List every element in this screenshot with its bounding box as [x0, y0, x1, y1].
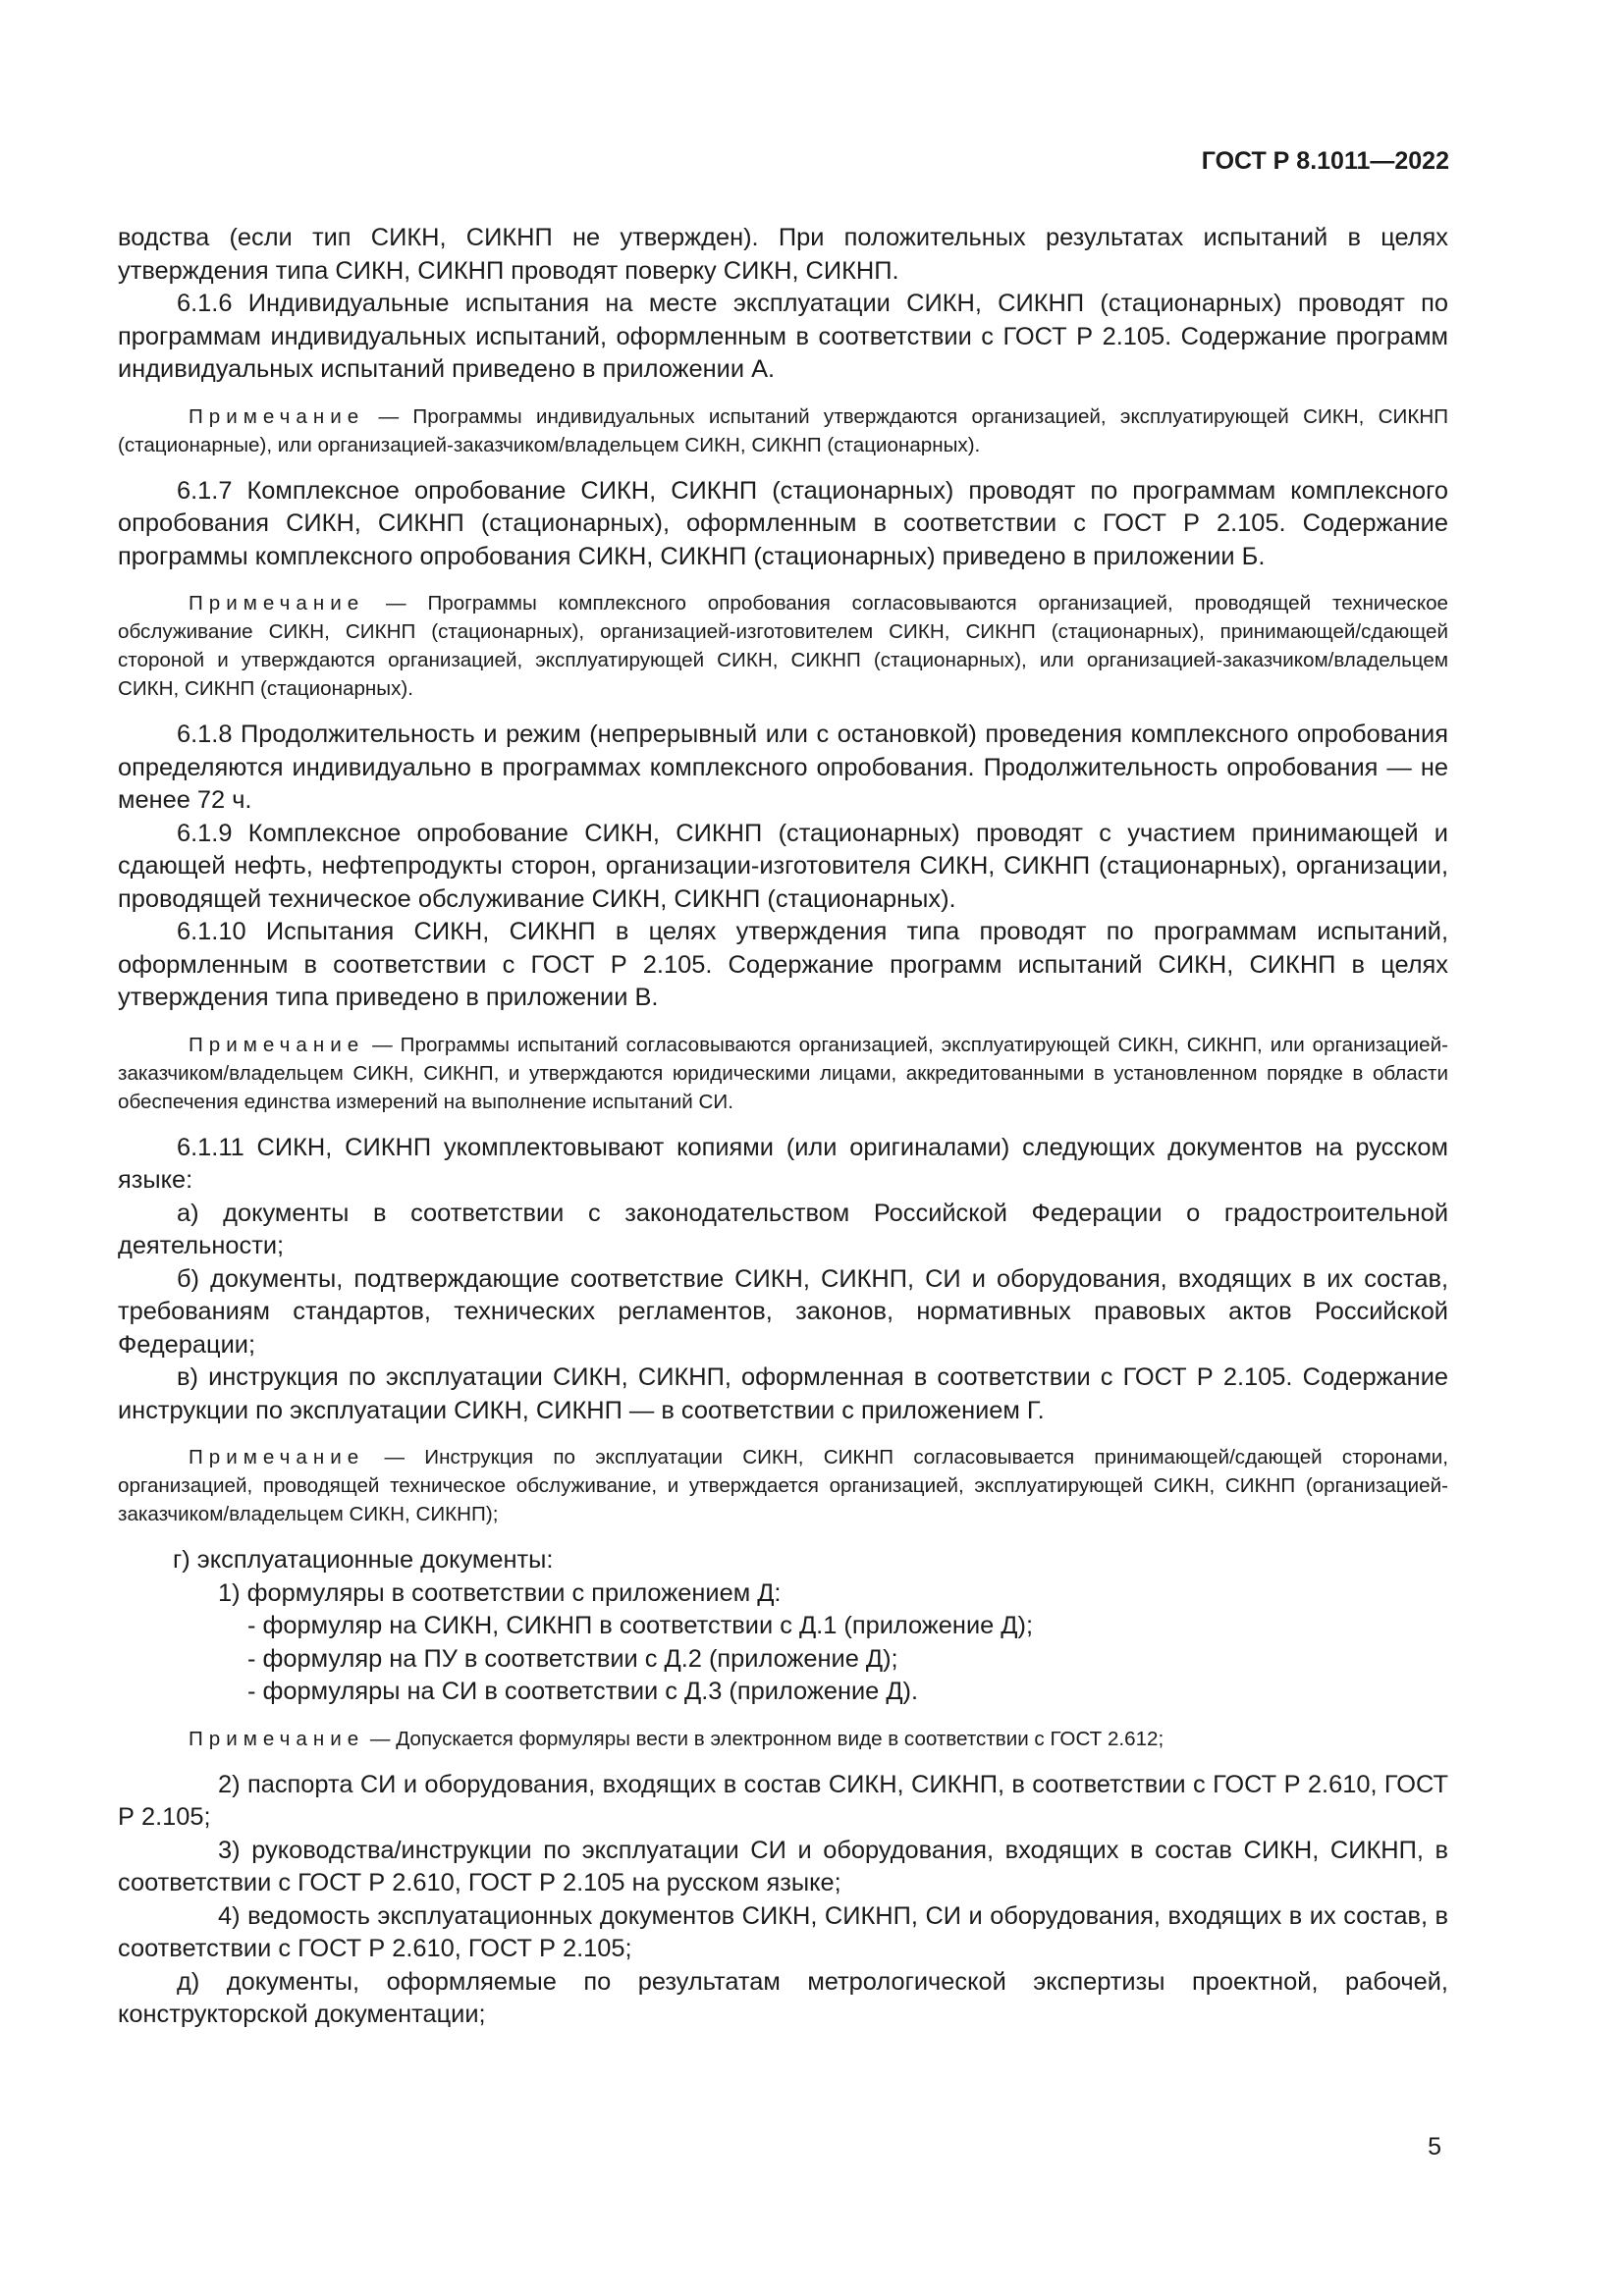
note-text: — Программы испытаний согласовываются организацией, эксплуатирующей СИКН, СИКНП, или организацией-заказчиком/владельцем СИКН, СИКНП, и утверждаются юридическими лицами, аккредитованными в установленном порядке в области обеспечения единства измерений на выполнение испытаний СИ. [118, 1033, 1448, 1113]
item-g-4: 4) ведомость эксплуатационных документов СИКН, СИКНП, СИ и оборудования, входящих в их состав, в соответствии с ГОСТ Р 2.610, ГОСТ Р 2.105; [118, 1901, 1448, 1962]
clause-6-1-11: 6.1.11 СИКН, СИКНП укомплектовывают копиями (или оригиналами) следующих документов на русском языке: [118, 1133, 1448, 1194]
item-g-1: 1) формуляры в соответствии с приложением Д: [218, 1578, 782, 1607]
clause-6-1-6: 6.1.6 Индивидуальные испытания на месте эксплуатации СИКН, СИКНП (стационарных) проводят по программам индивидуальных испытаний, оформленным в соответствии с ГОСТ Р 2.105. Содержание программ индивидуальных испытаний приведено в приложении А. [118, 290, 1448, 383]
clause-6-1-7: 6.1.7 Комплексное опробование СИКН, СИКНП (стационарных) проводят по программам комплексного опробования СИКН, СИКНП (стационарных), оформленным в соответствии с ГОСТ Р 2.105. Содержание программы комплексного опробования СИКН, СИКНП (стационарных) приведено в приложении Б. [118, 476, 1448, 570]
note-text: — Программы комплексного опробования согласовываются организацией, проводящей техническое обслуживание СИКН, СИКНП (стационарных), организацией-изготовителем СИКН, СИКНП (стационарных), принимающей/сдающей стороной и утверждаются организацией, эксплуатирующей СИКН, СИКНП (стационарных), или организацией-заказчиком/владельцем СИКН, СИКНП (стационарных). [118, 592, 1448, 700]
item-a: а) документы в соответствии с законодательством Российской Федерации о градостроительной деятельности; [118, 1199, 1448, 1259]
item-b: б) документы, подтверждающие соответствие СИКН, СИКНП, СИ и оборудования, входящих в их состав, требованиям стандартов, технических регламентов, законов, нормативных правовых актов Российской Федерации; [118, 1264, 1448, 1359]
list-item: - формуляр на СИКН, СИКНП в соответствии с Д.1 (приложение Д); [247, 1612, 1034, 1639]
clause-6-1-8: 6.1.8 Продолжительность и режим (непрерывный или с остановкой) проведения комплексного опробования определяются индивидуально в программах комплексного опробования. Продолжительность опробования — не менее 72 ч. [118, 721, 1448, 814]
note-label: Примечание [189, 1446, 365, 1468]
note-label: Примечание [189, 592, 365, 614]
item-g-2: 2) паспорта СИ и оборудования, входящих в состав СИКН, СИКНП, в соответствии с ГОСТ Р 2.610, ГОСТ Р 2.105; [118, 1770, 1448, 1831]
list-item: - формуляр на ПУ в соответствии с Д.2 (приложение Д); [247, 1644, 898, 1673]
note-text: — Инструкция по эксплуатации СИКН, СИКНП согласовывается принимающей/сдающей сторонами, организацией, проводящей техническое обслуживание, и утверждается организацией, эксплуатирующей СИКН, СИКНП (организацией-заказчиком/владельцем СИКН, СИКНП); [118, 1446, 1448, 1525]
list-item: - формуляры на СИ в соответствии с Д.3 (приложение Д). [247, 1678, 919, 1705]
note-text: — Допускается формуляры вести в электронном виде в соответствии с ГОСТ 2.612; [364, 1727, 1164, 1750]
document-code: ГОСТ Р 8.1011—2022 [1201, 147, 1449, 175]
note-2 [118, 589, 1448, 703]
item-g: г) эксплуатационные документы: [173, 1546, 554, 1574]
note-3 [118, 1031, 1448, 1116]
note-1 [118, 402, 1448, 459]
note-label: Примечание [189, 1727, 365, 1750]
note-label: Примечание [189, 404, 365, 428]
note-text: — Программы индивидуальных испытаний утверждаются организацией, эксплуатирующей СИКН, СИКНП (стационарные), или организацией-заказчиком/владельцем СИКН, СИКНП (стационарных). [118, 404, 1448, 456]
item-g-3: 3) руководства/инструкции по эксплуатации СИ и оборудования, входящих в состав СИКН, СИКНП, в соответствии с ГОСТ Р 2.610, ГОСТ Р 2.105 на русском языке; [118, 1836, 1448, 1896]
clause-6-1-10: 6.1.10 Испытания СИКН, СИКНП в целях утверждения типа проводят по программам испытаний, оформленным в соответствии с ГОСТ Р 2.105. Содержание программ испытаний СИКН, СИКНП в целях утверждения типа приведено в приложении В. [118, 918, 1448, 1011]
item-v: в) инструкция по эксплуатации СИКН, СИКНП, оформленная в соответствии с ГОСТ Р 2.105. Содержание инструкции по эксплуатации СИКН, СИКНП — в соответствии с приложением Г. [118, 1363, 1448, 1424]
paragraph-continuation: водства (если тип СИКН, СИКНП не утвержден). При положительных результатах испытаний в целях утверждения типа СИКН, СИКНП проводят поверку СИКН, СИКНП. [118, 224, 1448, 285]
clause-6-1-9: 6.1.9 Комплексное опробование СИКН, СИКНП (стационарных) проводят с участием принимающей и сдающей нефть, нефтепродукты сторон, организации-изготовителя СИКН, СИКНП (стационарных), организации, проводящей техническое обслуживание СИКН, СИКНП (стационарных). [118, 819, 1448, 913]
item-d: д) документы, оформляемые по результатам метрологической экспертизы проектной, рабочей, конструкторской документации; [118, 1967, 1448, 2028]
note-5 [118, 1725, 1448, 1753]
note-4 [118, 1443, 1448, 1528]
note-label: Примечание [189, 1033, 365, 1056]
page-number: 5 [1428, 2133, 1441, 2161]
page-body [118, 222, 1448, 2032]
